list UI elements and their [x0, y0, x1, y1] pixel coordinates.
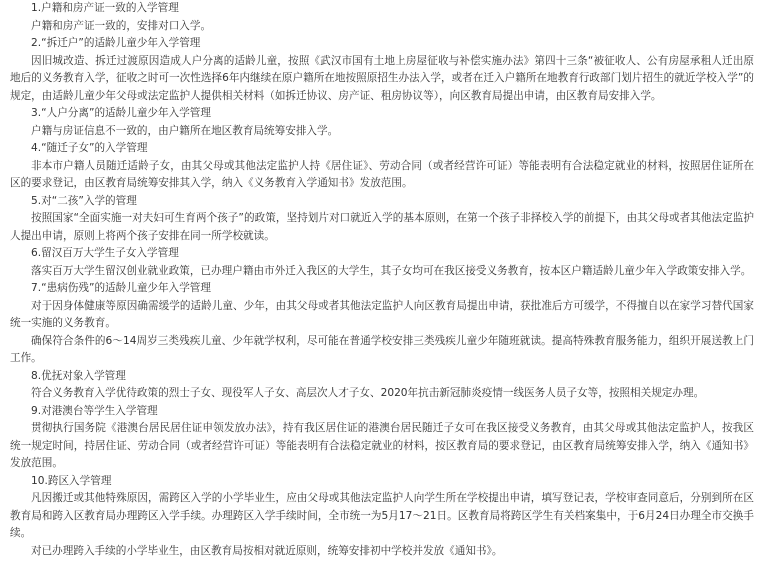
- section-heading-9: 9.对港澳台等学生入学管理: [31, 404, 158, 417]
- section-paragraph: 因旧城改造、拆迁过渡原因造成人户分离的适龄儿童，按照《武汉市国有土地上房屋征收与补偿实施办法》第四十三条“被征收人、公有房屋承租人迁出原地后的义务教育入学，征收之时可一次性选择6年内继续在原户籍所在地按照原招生办法入学，或者在迁入户籍所在地教育行政部门划片招生的就近学校入学”的规定，由适龄儿童少年父母或法定监护人提供相关材料（如拆迁协议、房产证、租房协议等），向区教育局提出申请，由区教育局安排入学。: [10, 54, 754, 102]
- section-heading-8: 8.优抚对象入学管理: [31, 369, 126, 382]
- section-heading-7: 7.“患病伤残”的适龄儿童少年入学管理: [31, 282, 211, 294]
- section-heading-4: 4.“随迁子女”的入学管理: [31, 142, 148, 154]
- section-paragraph: 按照国家“全面实施一对夫妇可生育两个孩子”的政策，坚持划片对口就近入学的基本原则，在第一个孩子非择校入学的前提下，由其父母或者其他法定监护人提出申请，原则上将两个孩子安排在同一所学校就读。: [10, 212, 754, 242]
- section-paragraph: 落实百万大学生留汉创业就业政策，已办理户籍由市外迁入我区的大学生，其子女均可在我区接受义务教育，按本区户籍适龄儿童少年入学政策安排入学。: [31, 264, 752, 277]
- section-paragraph: 户籍与房证信息不一致的，由户籍所在地区教育局统筹安排入学。: [31, 124, 339, 137]
- section-paragraph: 对于因身体健康等原因确需缓学的适龄儿童、少年，由其父母或者其他法定监护人向区教育局提出申请，获批准后方可缓学，不得擅自以在家学习替代国家统一实施的义务教育。: [10, 299, 754, 329]
- section-heading-3: 3.“人户分离”的适龄儿童少年入学管理: [31, 107, 211, 119]
- section-heading-5: 5.对“二孩”入学的管理: [31, 194, 137, 207]
- section-paragraph: 贯彻执行国务院《港澳台居民居住证申领发放办法》，持有我区居住证的港澳台居民随迁子女可在我区接受义务教育，由其父母或其他法定监护人，按我区统一规定时间，持居住证、劳动合同（或者经营许可证）等能表明有合法稳定就业的材料，按区教育局的要求登记，由区教育局统筹安排入学，纳入《通知书》发放范围。: [10, 422, 754, 469]
- section-heading-2: 2.“拆迁户”的适龄儿童少年入学管理: [31, 37, 201, 49]
- section-paragraph: 户籍和房产证一致的，安排对口入学。: [31, 19, 212, 32]
- section-paragraph: 符合义务教育入学优待政策的烈士子女、现役军人子女、高层次人才子女、2020年抗击新冠肺炎疫情一线医务人员子女等，按照相关规定办理。: [31, 387, 705, 399]
- section-paragraph: 确保符合条件的6～14周岁三类残疾儿童、少年就学权利，尽可能在普通学校安排三类残疾儿童少年随班就读。提高特殊教育服务能力，组织开展送教上门工作。: [10, 334, 754, 364]
- section-paragraph: 对已办理跨入手续的小学毕业生，由区教育局按相对就近原则，统筹安排初中学校并发放《通知书》。: [31, 544, 503, 557]
- section-heading-1: 1.户籍和房产证一致的入学管理: [31, 2, 179, 14]
- section-heading-10: 10.跨区入学管理: [31, 474, 112, 487]
- section-paragraph: 凡因搬迁或其他特殊原因，需跨区入学的小学毕业生，应由父母或其他法定监护人向学生所在学校提出申请，填写登记表，学校审查同意后，分别到所在区教育局和跨入区教育局办理跨区入学手续。办理跨区入学手续时间，全市统一为5月17～21日。区教育局将跨区学生有关档案集中，于6月24日办理全市交换手续。: [10, 492, 754, 539]
- section-paragraph: 非本市户籍人员随迁适龄子女，由其父母或其他法定监护人持《居住证》、劳动合同（或者经营许可证）等能表明有合法稳定就业的材料，按照居住证所在区的要求登记，由区教育局统筹安排其入学，纳入《义务教育入学通知书》发放范围。: [10, 159, 754, 189]
- section-heading-6: 6.留汉百万大学生子女入学管理: [31, 247, 179, 259]
